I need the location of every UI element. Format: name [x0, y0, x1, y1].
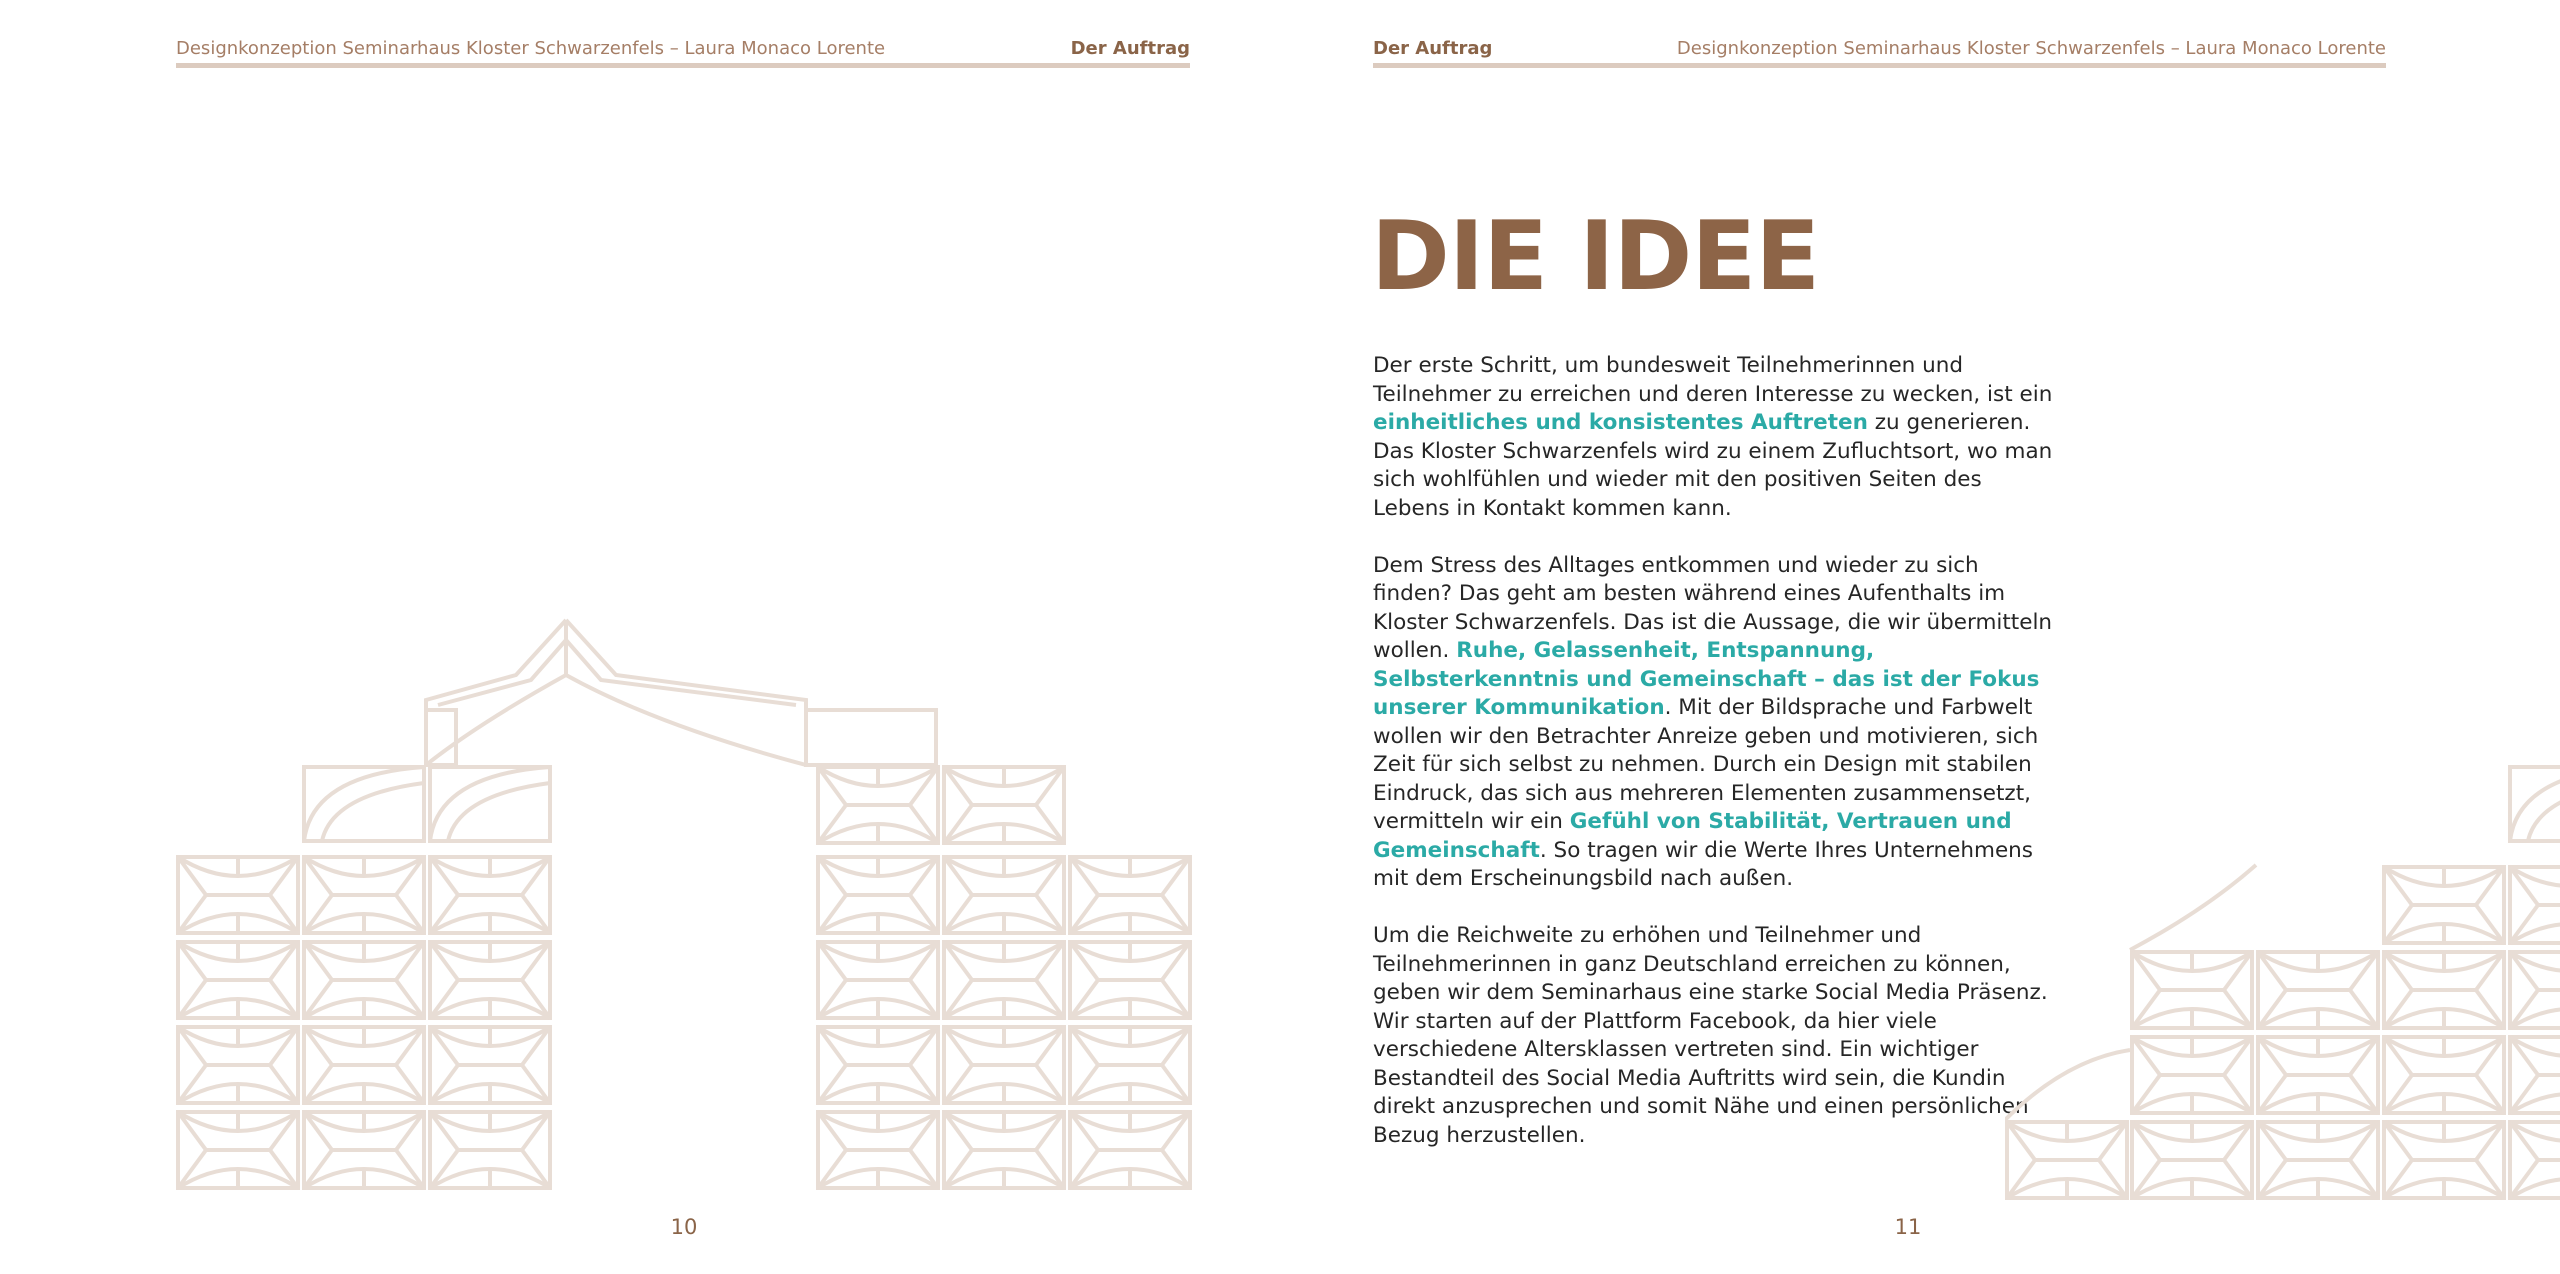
header-rule — [1373, 63, 2386, 68]
running-header-right — [1373, 38, 2386, 68]
highlight-text: einheitliches und konsistentes Auftreten — [1373, 410, 1868, 435]
page-number: 10 — [670, 1215, 698, 1239]
ornament-lattice-icon — [2005, 760, 2560, 1240]
running-header-left — [176, 38, 1190, 68]
page-heading: DIE IDEE — [1371, 202, 1820, 312]
ornament-lattice-icon — [176, 615, 1192, 1240]
highlight-text: Gefühl von Stabilität, Vertrauen und Gemeinschaft — [1373, 809, 2012, 863]
document-title: Designkonzeption Seminarhaus Kloster Schwarzenfels – Laura Monaco Lorente — [176, 38, 886, 59]
text-run: Dem Stress des Alltages entkommen und wieder zu sich finden? Das geht am besten während eines Aufenthalts im Kloster Schwarzenfels. Das ist die Aussage, die wir übermitteln wollen. — [1373, 552, 2053, 663]
document-title: Designkonzeption Seminarhaus Kloster Schwarzenfels – Laura Monaco Lorente — [1676, 38, 2386, 59]
text-run: zu generieren. Das Kloster Schwarzenfels wird zu einem Zufluchtsort, wo man sich wohlfühlen und wieder mit den positiven Seiten des Lebens in Kontakt kommen kann. — [1373, 410, 2053, 521]
paragraph-3: Um die Reichweite zu erhöhen und Teilnehmer und Teilnehmerinnen in ganz Deutschland erreichen zu können, geben wir dem Seminarhaus eine starke Social Media Präsenz. Wir starten auf der Plattform Facebook, da hier viele verschiedene Altersklassen vertreten sind. Ein wichtiger Bestandteil des Social Media Auftritts wird sein, die Kundin direkt anzusprechen und somit Nähe und einen persönlichen Bezug herzustellen. — [1373, 923, 2048, 1148]
section-title: Der Auftrag — [1373, 38, 1493, 59]
text-run: . Mit der Bildsprache und Farbwelt wollen wir den Betrachter Anreize geben und motivieren, sich Zeit für sich selbst zu nehmen. Durch ein Design mit stabilen Eindruck, das sich aus mehreren Elementen zusammensetzt, vermitteln wir ein — [1373, 695, 2039, 834]
header-rule — [176, 63, 1190, 68]
highlight-text: Ruhe, Gelassenheit, Entspannung, Selbsterkenntnis und Gemeinschaft – das ist der Fokus unserer Kommunikation — [1373, 638, 2040, 720]
body-text — [1373, 352, 2053, 1179]
page-number: 11 — [1894, 1215, 1922, 1239]
right-page — [1280, 0, 2560, 1274]
paragraph-2 — [1373, 552, 2053, 894]
section-title: Der Auftrag — [1070, 38, 1190, 59]
paragraph-1 — [1373, 352, 2053, 523]
text-run: Der erste Schritt, um bundesweit Teilnehmerinnen und Teilnehmer zu erreichen und deren Interesse zu wecken, ist ein — [1373, 353, 2053, 407]
text-run: . So tragen wir die Werte Ihres Unternehmens mit dem Erscheinungsbild nach außen. — [1373, 837, 2034, 891]
